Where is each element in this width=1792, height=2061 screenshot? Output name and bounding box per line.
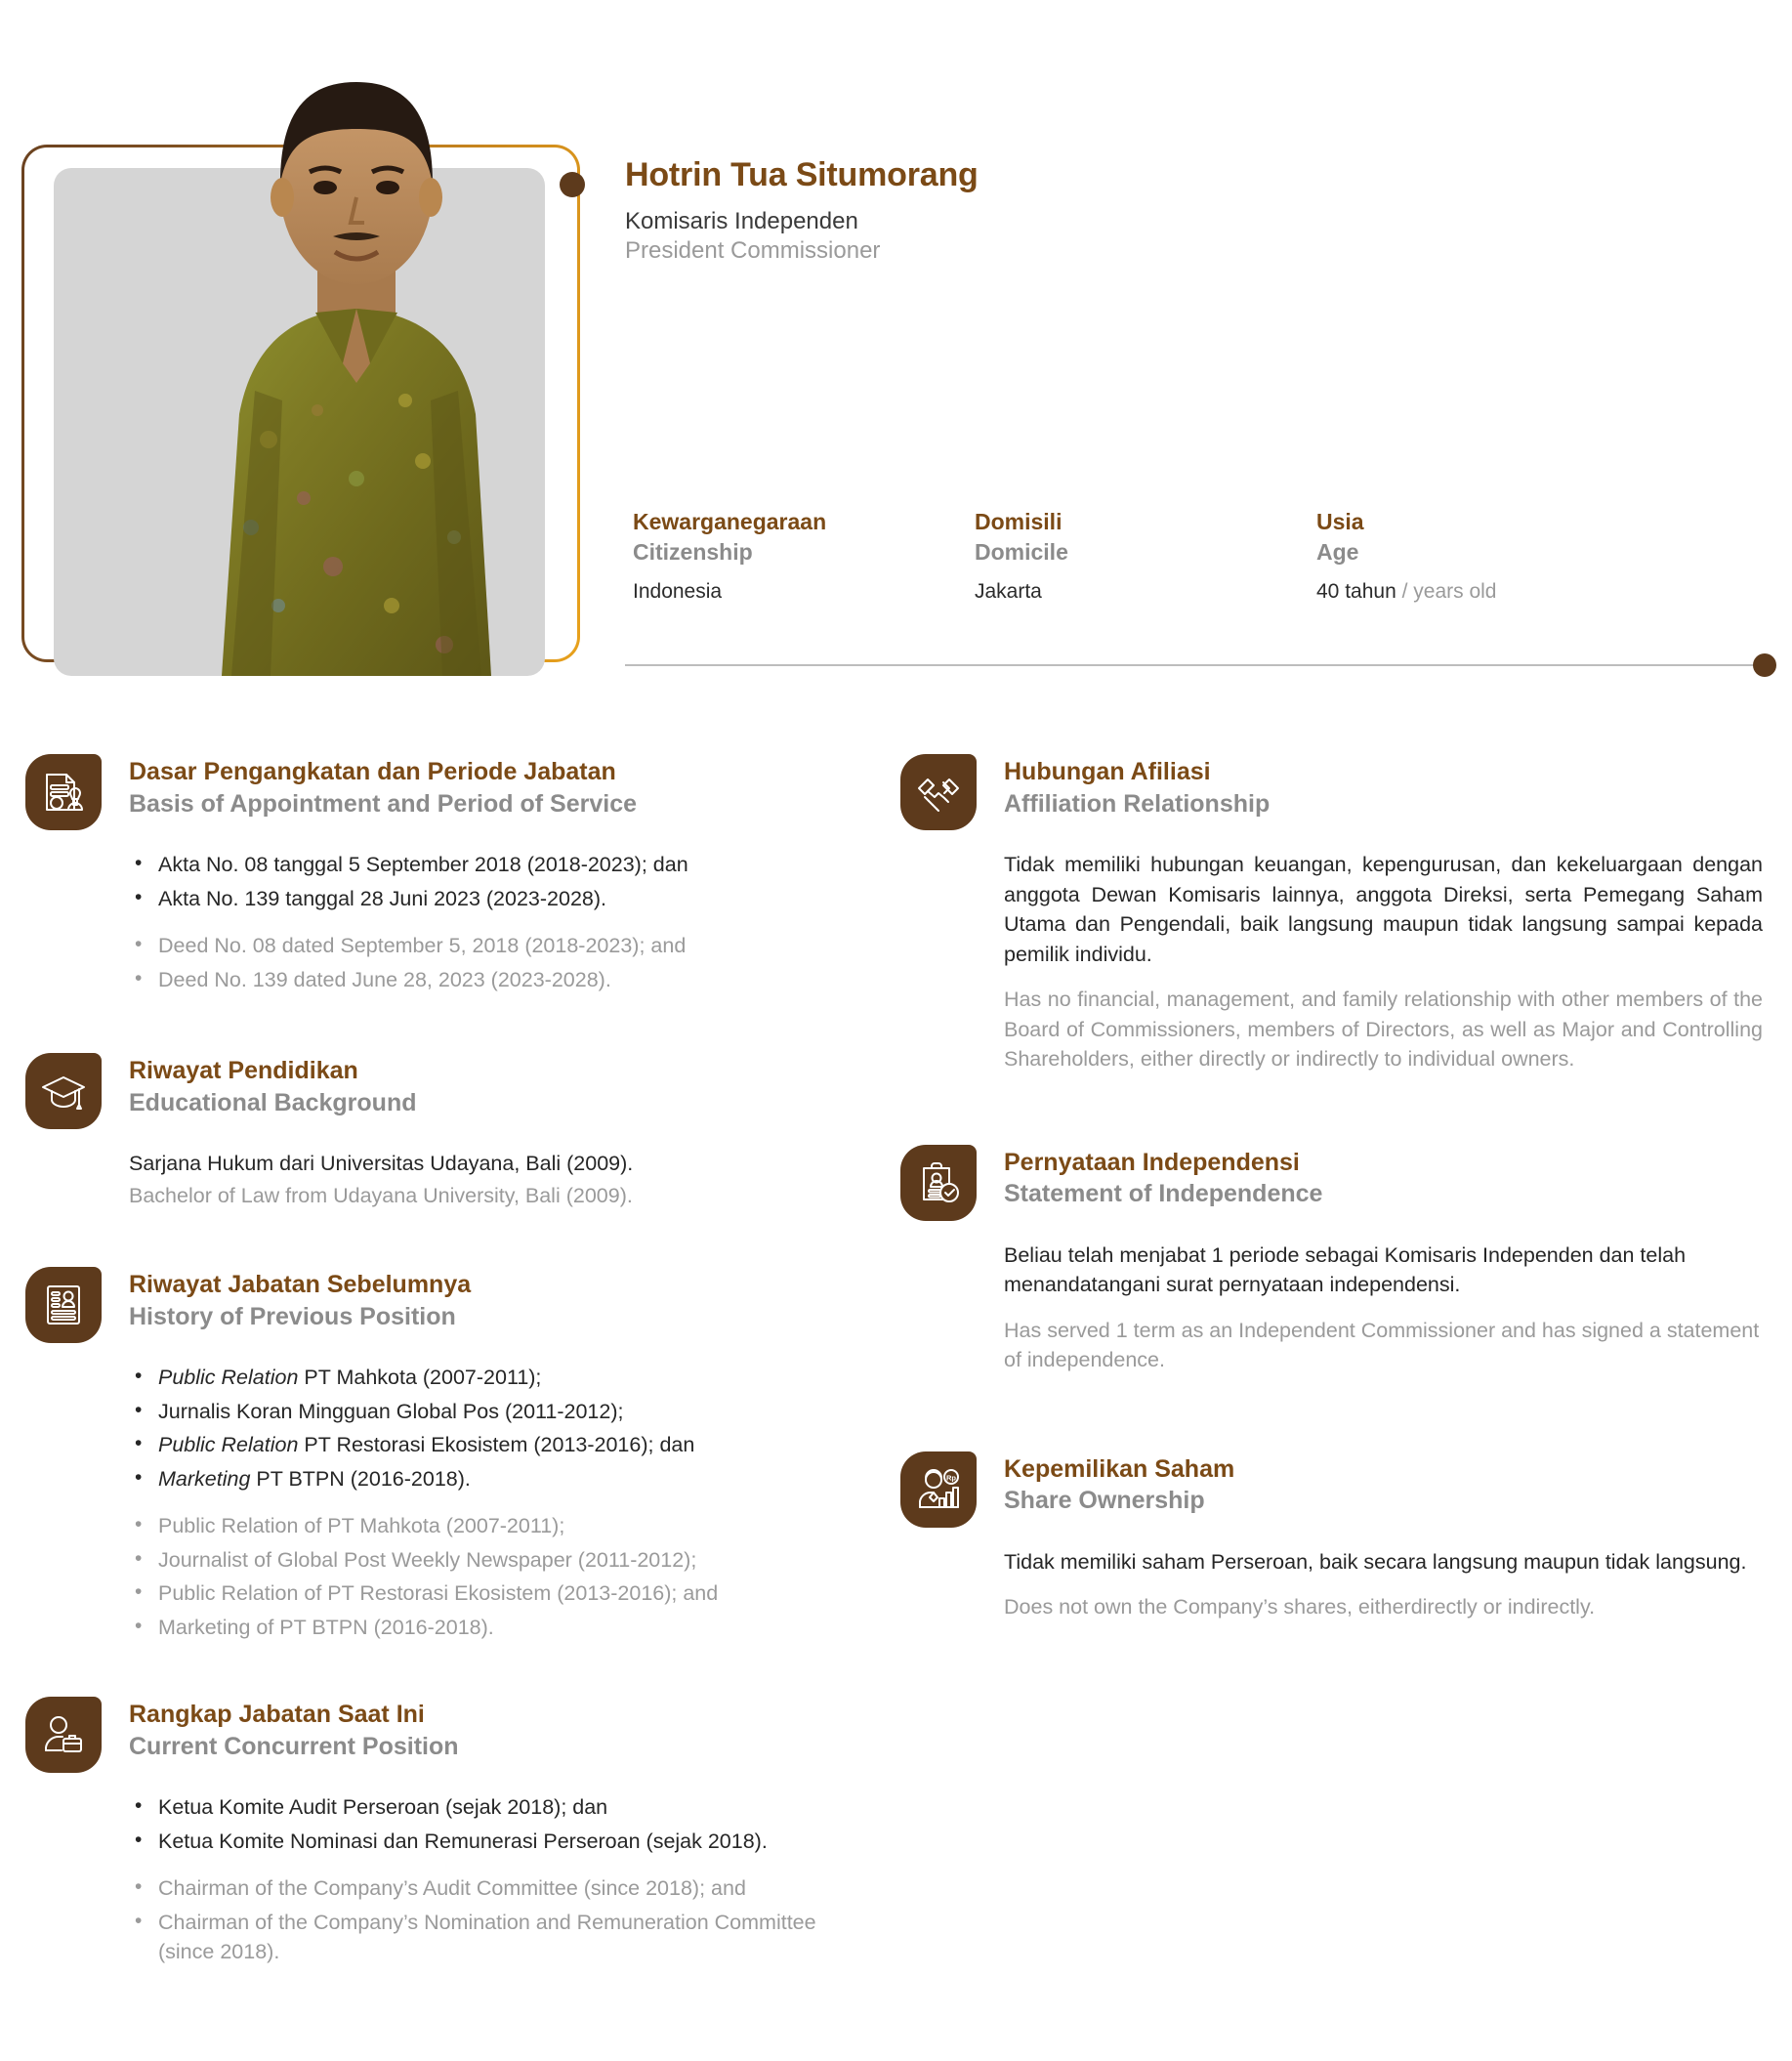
meta-citizenship-value: Indonesia [633, 579, 723, 603]
section-title-en: Affiliation Relationship [1004, 789, 1271, 818]
meta-age-value [1316, 580, 1727, 604]
section-title-id: Riwayat Jabatan Sebelumnya [129, 1271, 472, 1299]
list-item: • Public Relation of PT Restorasi Ekosistem (2013-2016); and [129, 1578, 859, 1609]
section-body [1004, 1241, 1763, 1375]
section-title-id: Rangkap Jabatan Saat Ini [129, 1701, 425, 1729]
meta-age-value-en: years old [1413, 579, 1497, 603]
list-item: • Marketing of PT BTPN (2016-2018). [129, 1613, 859, 1643]
section-share-ownership [900, 1450, 1763, 1622]
section-body [129, 1792, 859, 1967]
paragraph-id: Beliau telah menjabat 1 periode sebagai Komisaris Independen dan telah menandatangani surat pernyataan independensi. [1004, 1242, 1687, 1297]
list-item: • Public Relation PT Mahkota (2007-2011); [129, 1363, 859, 1393]
meta-citizenship-label-id: Kewarganegaraan [633, 509, 827, 534]
bullet-list-id [129, 850, 859, 913]
profile-role-id: Komisaris Independen [625, 208, 858, 235]
section-header [900, 1143, 1763, 1221]
section-title-en: History of Previous Position [129, 1302, 456, 1330]
handshake-icon [900, 754, 977, 830]
meta-age-label-en: Age [1316, 538, 1359, 565]
meta-domicile-value: Jakarta [975, 579, 1042, 603]
profile-role-en: President Commissioner [625, 237, 881, 265]
document-stamp-icon [25, 754, 102, 830]
section-header [25, 1695, 859, 1773]
section-body [1004, 850, 1763, 1074]
profile-header [0, 0, 1792, 703]
meta-domicile [975, 508, 1316, 604]
section-educational-background [25, 1051, 859, 1210]
section-title-id: Pernyataan Independensi [1004, 1148, 1300, 1176]
list-item: • Akta No. 139 tanggal 28 Juni 2023 (2023-2028). [129, 884, 859, 914]
paragraph-en: Does not own the Company’s shares, eitherdirectly or indirectly. [1004, 1595, 1596, 1619]
list-item: • Chairman of the Company’s Audit Committee (since 2018); and [129, 1873, 859, 1904]
graduation-cap-icon [25, 1053, 102, 1129]
section-title-en: Educational Background [129, 1088, 417, 1116]
section-header [25, 752, 859, 830]
profile-photo-card [54, 168, 545, 676]
list-item: • Jurnalis Koran Mingguan Global Pos (2011-2012); [129, 1397, 859, 1427]
section-title-en: Basis of Appointment and Period of Service [129, 789, 637, 818]
paragraph-en: Bachelor of Law from Udayana University, Bali (2009). [129, 1183, 633, 1207]
profile-meta-row [633, 508, 1746, 604]
section-title-id: Kepemilikan Saham [1004, 1454, 1235, 1483]
section-title-en: Statement of Independence [1004, 1180, 1323, 1208]
list-item: • Ketua Komite Nominasi dan Remunerasi Perseroan (sejak 2018). [129, 1827, 859, 1857]
list-item: • Ketua Komite Audit Perseroan (sejak 2018); dan [129, 1792, 859, 1823]
header-divider-line [625, 664, 1766, 666]
list-item: • Public Relation PT Restorasi Ekosistem (2013-2016); dan [129, 1430, 859, 1460]
section-title-id: Riwayat Pendidikan [129, 1057, 358, 1085]
meta-citizenship [633, 508, 975, 604]
section-body [129, 1363, 859, 1642]
bullet-list-id [129, 1363, 859, 1493]
list-item: • Marketing PT BTPN (2016-2018). [129, 1464, 859, 1494]
paragraph-id: Sarjana Hukum dari Universitas Udayana, Bali (2009). [129, 1152, 634, 1176]
section-previous-positions [25, 1265, 859, 1642]
right-column [879, 752, 1792, 1977]
section-title-en: Current Concurrent Position [129, 1732, 459, 1760]
section-title-en: Share Ownership [1004, 1487, 1205, 1515]
section-basis-of-appointment [25, 752, 859, 994]
profile-heading-block [625, 156, 1758, 266]
share-ownership-icon [900, 1451, 977, 1528]
svg-text:Rp: Rp [946, 1473, 956, 1483]
section-title-block [1004, 752, 1270, 820]
list-item: • Journalist of Global Post Weekly Newspaper (2011-2012); [129, 1545, 859, 1576]
section-header [900, 752, 1763, 830]
content-columns [0, 752, 1792, 1977]
bullet-list-id [129, 1792, 859, 1856]
section-title-block [129, 1051, 416, 1119]
section-body [129, 1149, 859, 1210]
list-item: • Deed No. 139 dated June 28, 2023 (2023-2028). [129, 965, 859, 995]
section-title-block [1004, 1450, 1234, 1518]
resume-person-icon [25, 1267, 102, 1343]
section-title-id: Dasar Pengangkatan dan Periode Jabatan [129, 758, 616, 785]
section-title-id: Hubungan Afiliasi [1004, 758, 1211, 785]
paragraph-en: Has no financial, management, and family relationship with other members of the Board of Commissioners, members of Directors, as well as Major and Controlling Shareholders, either directly or indirectly to individual owners. [1004, 988, 1763, 1072]
bullet-list-en [129, 1873, 859, 1967]
clipboard-check-icon [900, 1145, 977, 1221]
profile-name: Hotrin Tua Situmorang [625, 156, 979, 193]
section-body [129, 850, 859, 994]
section-body [1004, 1547, 1763, 1622]
list-item: • Akta No. 08 tanggal 5 September 2018 (2018-2023); dan [129, 850, 859, 880]
paragraph-id: Tidak memiliki hubungan keuangan, kepengurusan, dan kekeluargaan dengan anggota Dewan Komisaris lainnya, anggota Direksi, serta Pemegang Saham Utama dan Pengendali, baik langsung maupun tidak langsung sampai kepada pemilik individu. [1004, 853, 1763, 966]
meta-age-label-id: Usia [1316, 509, 1364, 534]
meta-age-value-id: 40 tahun [1316, 579, 1396, 603]
paragraph-id: Tidak memiliki saham Perseroan, baik secara langsung maupun tidak langsung. [1004, 1549, 1747, 1574]
list-item: • Public Relation of PT Mahkota (2007-2011); [129, 1511, 859, 1541]
section-concurrent-position [25, 1695, 859, 1967]
bullet-list-en [129, 931, 859, 994]
section-title-block [1004, 1143, 1322, 1211]
section-header [25, 1265, 859, 1343]
section-title-block [129, 752, 637, 820]
meta-domicile-label-en: Domicile [975, 538, 1068, 565]
paragraph-en: Has served 1 term as an Independent Commissioner and has signed a statement of independence. [1004, 1318, 1760, 1372]
frame-corner-dot [560, 172, 585, 197]
list-item: • Deed No. 08 dated September 5, 2018 (2018-2023); and [129, 931, 859, 961]
section-title-block [129, 1265, 471, 1333]
section-affiliation-relationship [900, 752, 1763, 1074]
section-header [900, 1450, 1763, 1528]
section-header [25, 1051, 859, 1129]
list-item: • Chairman of the Company’s Nomination and Remuneration Committee (since 2018). [129, 1908, 859, 1967]
section-statement-of-independence [900, 1143, 1763, 1375]
meta-citizenship-label-en: Citizenship [633, 538, 753, 565]
meta-age-separator: / [1396, 579, 1414, 603]
person-briefcase-icon [25, 1697, 102, 1773]
header-divider-dot [1753, 653, 1776, 677]
section-title-block [129, 1695, 459, 1763]
meta-domicile-label-id: Domisili [975, 509, 1063, 534]
profile-portrait-image [161, 20, 552, 684]
meta-age [1316, 508, 1727, 604]
bullet-list-en [129, 1511, 859, 1642]
left-column [0, 752, 879, 1977]
